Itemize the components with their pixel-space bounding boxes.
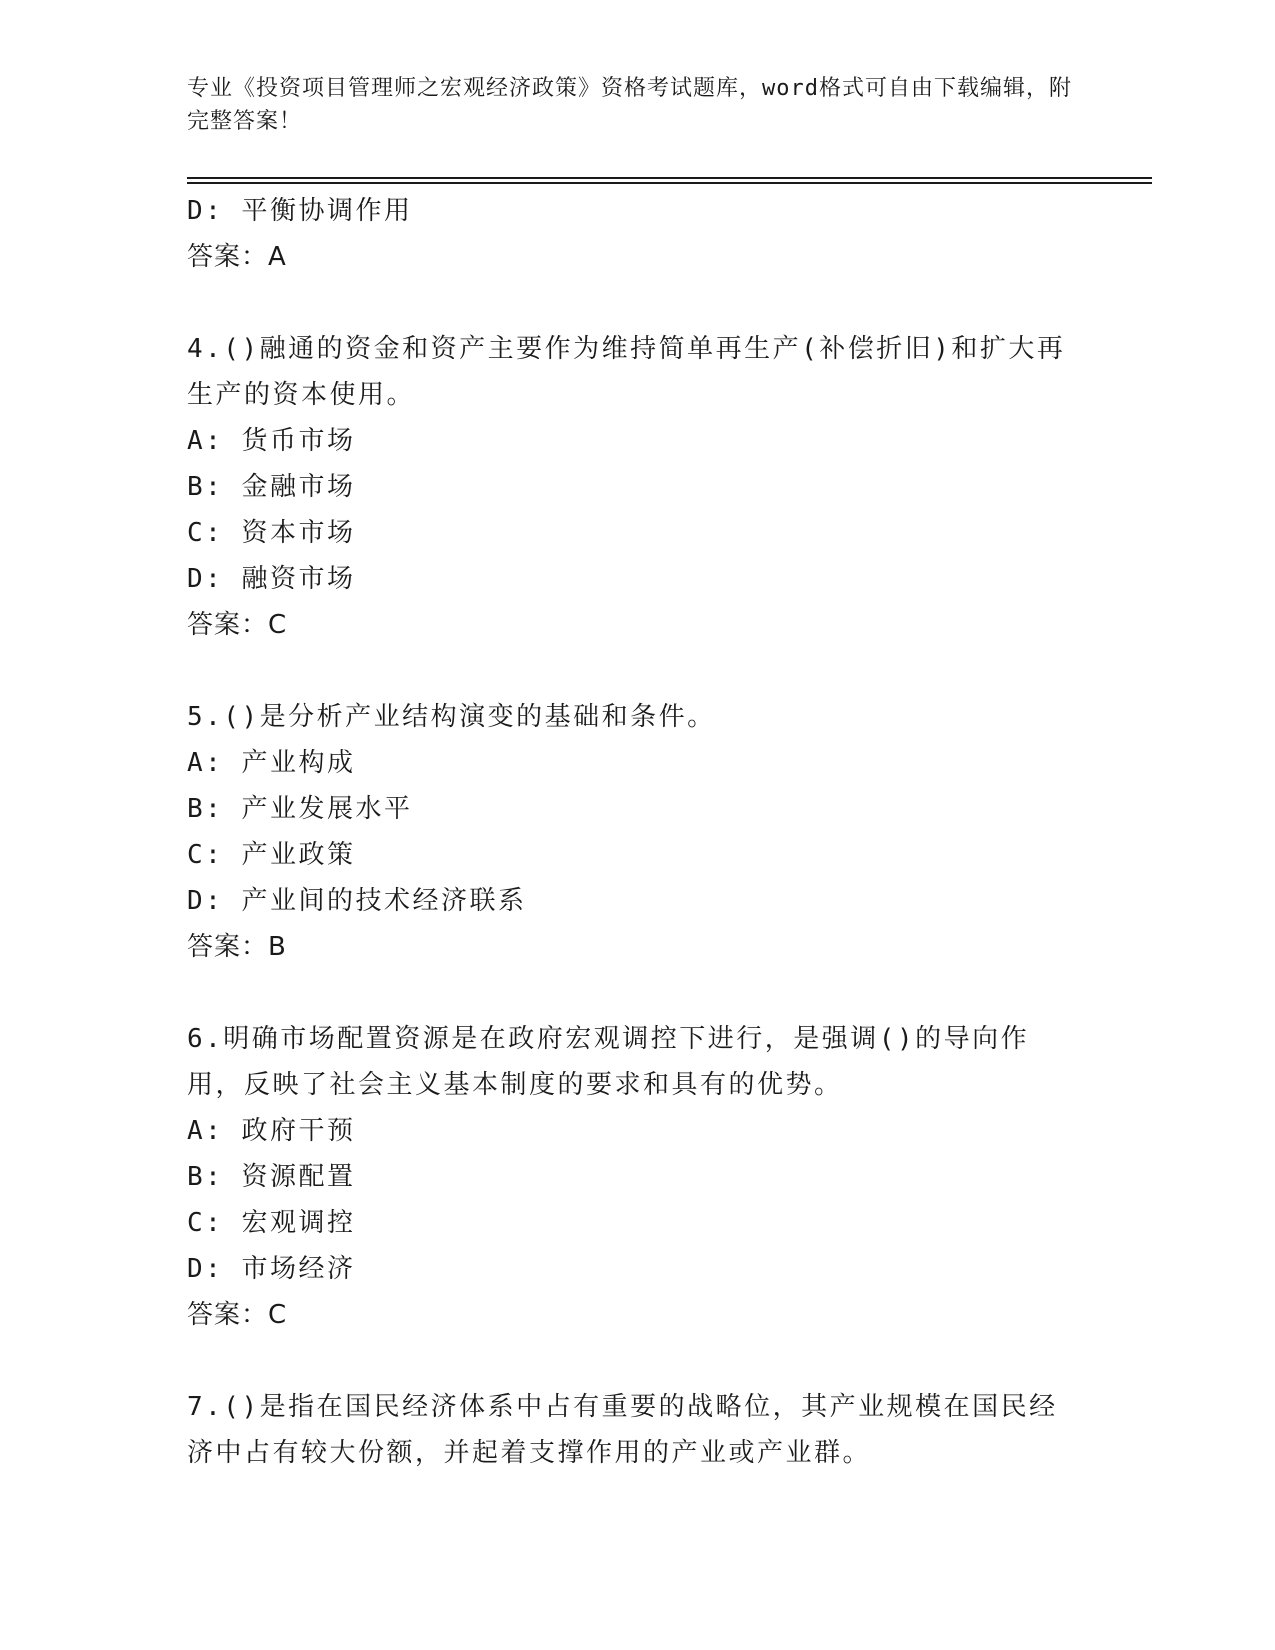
option-label: B: <box>187 472 224 502</box>
header-divider-bottom <box>187 182 1152 184</box>
header-divider-top <box>187 177 1152 179</box>
option-text: 政府干预 <box>241 1116 356 1146</box>
question-stem: 4.()融通的资金和资产主要作为维持简单再生产(补偿折旧)和扩大再生产的资本使用。 <box>187 334 1066 410</box>
spacer <box>187 1338 1067 1384</box>
option-a <box>187 740 1067 786</box>
answer-line: 答案：C <box>187 1300 288 1330</box>
option-text: 产业发展水平 <box>241 794 413 824</box>
option-a <box>187 1108 1067 1154</box>
option-text: 融资市场 <box>241 564 356 594</box>
spacer <box>187 648 1067 694</box>
option-label: D: <box>187 886 224 916</box>
option-label: C: <box>187 1208 224 1238</box>
option-label: D: <box>187 564 224 594</box>
option-b <box>187 464 1067 510</box>
option-text: 金融市场 <box>241 472 356 502</box>
document-header: 专业《投资项目管理师之宏观经济政策》资格考试题库，word格式可自由下载编辑，附完整答案！ <box>187 76 1072 134</box>
question-stem: 5.()是分析产业结构演变的基础和条件。 <box>187 702 716 732</box>
spacer <box>187 970 1067 1016</box>
option-text: 产业间的技术经济联系 <box>241 886 527 916</box>
option-b <box>187 786 1067 832</box>
option-d <box>187 556 1067 602</box>
option-label: A: <box>187 1116 224 1146</box>
option-c <box>187 1200 1067 1246</box>
option-label: C: <box>187 840 224 870</box>
option-text: 宏观调控 <box>241 1208 356 1238</box>
option-d <box>187 878 1067 924</box>
question-stem: 7.()是指在国民经济体系中占有重要的战略位，其产业规模在国民经济中占有较大份额，并起着支撑作用的产业或产业群。 <box>187 1392 1058 1468</box>
spacer <box>187 280 1067 326</box>
option-label: A: <box>187 748 224 778</box>
option-text: 平衡协调作用 <box>241 196 413 226</box>
option-text: 资本市场 <box>241 518 356 548</box>
option-text: 产业构成 <box>241 748 356 778</box>
answer-line: 答案：A <box>187 242 287 272</box>
option-a <box>187 418 1067 464</box>
option-label: B: <box>187 1162 224 1192</box>
option-text: 产业政策 <box>241 840 356 870</box>
question-stem: 6.明确市场配置资源是在政府宏观调控下进行，是强调()的导向作用，反映了社会主义基本制度的要求和具有的优势。 <box>187 1024 1030 1100</box>
option-label: D: <box>187 1254 224 1284</box>
option-label: D: <box>187 196 224 226</box>
option-c <box>187 832 1067 878</box>
option-text: 货币市场 <box>241 426 356 456</box>
option-d <box>187 188 1067 234</box>
document-body <box>187 188 1067 1476</box>
option-text: 资源配置 <box>241 1162 356 1192</box>
option-label: A: <box>187 426 224 456</box>
option-b <box>187 1154 1067 1200</box>
option-label: B: <box>187 794 224 824</box>
option-d <box>187 1246 1067 1292</box>
answer-line: 答案：B <box>187 932 287 962</box>
option-label: C: <box>187 518 224 548</box>
answer-line: 答案：C <box>187 610 288 640</box>
option-text: 市场经济 <box>241 1254 356 1284</box>
option-c <box>187 510 1067 556</box>
